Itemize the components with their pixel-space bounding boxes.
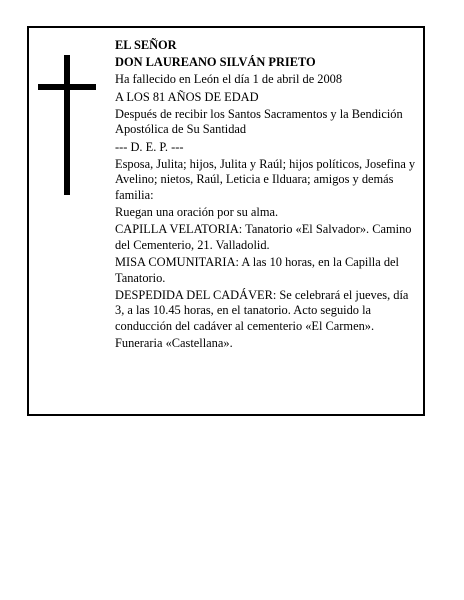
heading-title: EL SEÑOR (115, 38, 177, 52)
farewell-line: DESPEDIDA DEL CADÁVER: Se celebrará el jueves, día 3, a las 10.45 horas, en el tanatorio. Acto seguido la conducción del cadáver al cementerio «El Carmen». (115, 287, 409, 334)
death-date-line: Ha fallecido en León el día 1 de abril de 2008 (115, 72, 343, 87)
cross-vertical-bar (64, 55, 70, 195)
cross-horizontal-bar (38, 84, 96, 90)
wake-chapel-line: CAPILLA VELATORIA: Tanatorio «El Salvador». Camino del Cementerio, 21. Valladolid. (115, 222, 412, 252)
mass-line: MISA COMUNITARIA: A las 10 horas, en la Capilla del Tanatorio. (115, 255, 399, 285)
deceased-name: DON LAUREANO SILVÁN PRIETO (115, 55, 316, 70)
age-line: A LOS 81 AÑOS DE EDAD (115, 89, 259, 104)
obituary-text (115, 38, 420, 353)
rip-line: --- D. E. P. --- (115, 139, 184, 154)
prayer-line: Ruegan una oración por su alma. (115, 205, 279, 220)
family-line: Esposa, Julita; hijos, Julita y Raúl; hijos políticos, Josefina y Avelino; nietos, Raúl, Leticia e Ilduara; amigos y demás familia: (115, 156, 416, 202)
funeral-home-line: Funeraria «Castellana». (115, 336, 233, 351)
sacraments-line: Después de recibir los Santos Sacramentos y la Bendición Apostólica de Su Santidad (115, 106, 403, 137)
